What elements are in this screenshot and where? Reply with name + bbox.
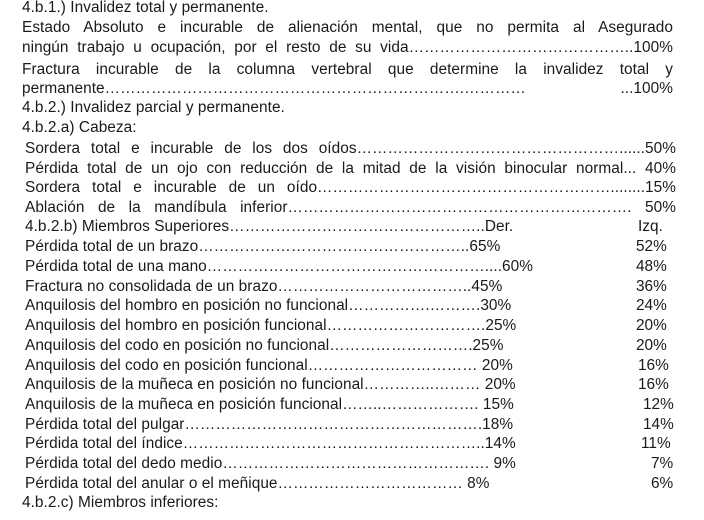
superiores-row-izq: 14%	[643, 416, 674, 433]
item-alienacion-line1: Estado Absoluto e incurable de alienación mental, que no permita al Asegurado	[22, 19, 673, 36]
superiores-row-izq: 11%	[641, 435, 671, 452]
item-columna-line1: Fractura incurable de la columna vertebral que determine la invalidez total y	[22, 61, 673, 78]
superiores-row-text: Anquilosis del hombro en posición funcional………………………….25%	[25, 317, 517, 334]
superiores-row-izq: 52%	[636, 238, 667, 255]
cabeza-item: Pérdida total de un ojo con reducción de la mitad de la visión binocular normal... 40%	[25, 160, 676, 177]
item-alienacion-line2: ningún trabajo u ocupación, por el resto de su vida……………………………………..100%	[22, 39, 673, 56]
superiores-row-text: Pérdida total de una mano………………………………………………....60%	[25, 258, 533, 275]
superiores-row-izq: 20%	[636, 337, 667, 354]
superiores-row-text: Pérdida total del índice…………………………………………………..14%	[25, 435, 516, 452]
superiores-row-text: Fractura no consolidada de un brazo………………………………..45%	[25, 278, 503, 295]
cabeza-item: Sordera total e incurable de un oído…………………………………………………........15%	[25, 179, 676, 196]
superiores-row-izq: 20%	[636, 317, 667, 334]
superiores-row-izq: 16%	[638, 376, 669, 393]
superiores-row-text: Pérdida total del anular o el meñique……………………………… 8%	[25, 475, 490, 492]
heading-4b2: 4.b.2.) Invalidez parcial y permanente.	[22, 99, 285, 116]
heading-4b1: 4.b.1.) Invalidez total y permanente.	[22, 0, 269, 16]
superiores-row-izq: 6%	[651, 475, 674, 492]
superiores-row-text: Anquilosis del codo en posición no funcional……………………….25%	[25, 337, 504, 354]
superiores-row-text: Pérdida total del dedo medio……………………………………………. 9%	[25, 455, 516, 472]
superiores-row-izq: 16%	[638, 357, 669, 374]
superiores-row-text: Anquilosis del hombro en posición no funcional…………….……….30%	[25, 297, 512, 314]
superiores-row-text: Anquilosis de la muñeca en posición funcional……..………………. 15%	[25, 396, 514, 413]
superiores-row-text: Pérdida total del pulgar………………………………………………….18%	[25, 416, 514, 433]
izq-column-header: Izq.	[638, 218, 663, 235]
superiores-row-izq: 24%	[636, 297, 667, 314]
heading-cabeza: 4.b.2.a) Cabeza:	[22, 119, 137, 136]
cabeza-item: Ablación de la mandíbula inferior…………………………………………………………. 50%	[25, 199, 676, 216]
superiores-row-text: Pérdida total de un brazo……………………………………………..65%	[25, 238, 501, 255]
item-columna-line2: permanente…………………………………………………………….………… ...100%	[22, 80, 673, 97]
superiores-row-izq: 12%	[643, 396, 674, 413]
superiores-row-text: Anquilosis de la muñeca en posición no funcional…………..……… 20%	[25, 376, 516, 393]
superiores-row-izq: 7%	[651, 455, 674, 472]
superiores-row-izq: 36%	[636, 278, 667, 295]
superiores-row-izq: 48%	[636, 258, 667, 275]
superiores-row-text: Anquilosis del codo en posición funcional…………………………… 20%	[25, 357, 513, 374]
heading-miembros-inferiores: 4.b.2.c) Miembros inferiores:	[22, 494, 219, 511]
heading-miembros-superiores: 4.b.2.b) Miembros Superiores…………………………………………..Der.	[25, 218, 514, 235]
cabeza-item: Sordera total e incurable de los dos oídos……………………………………………......50%	[25, 140, 676, 157]
